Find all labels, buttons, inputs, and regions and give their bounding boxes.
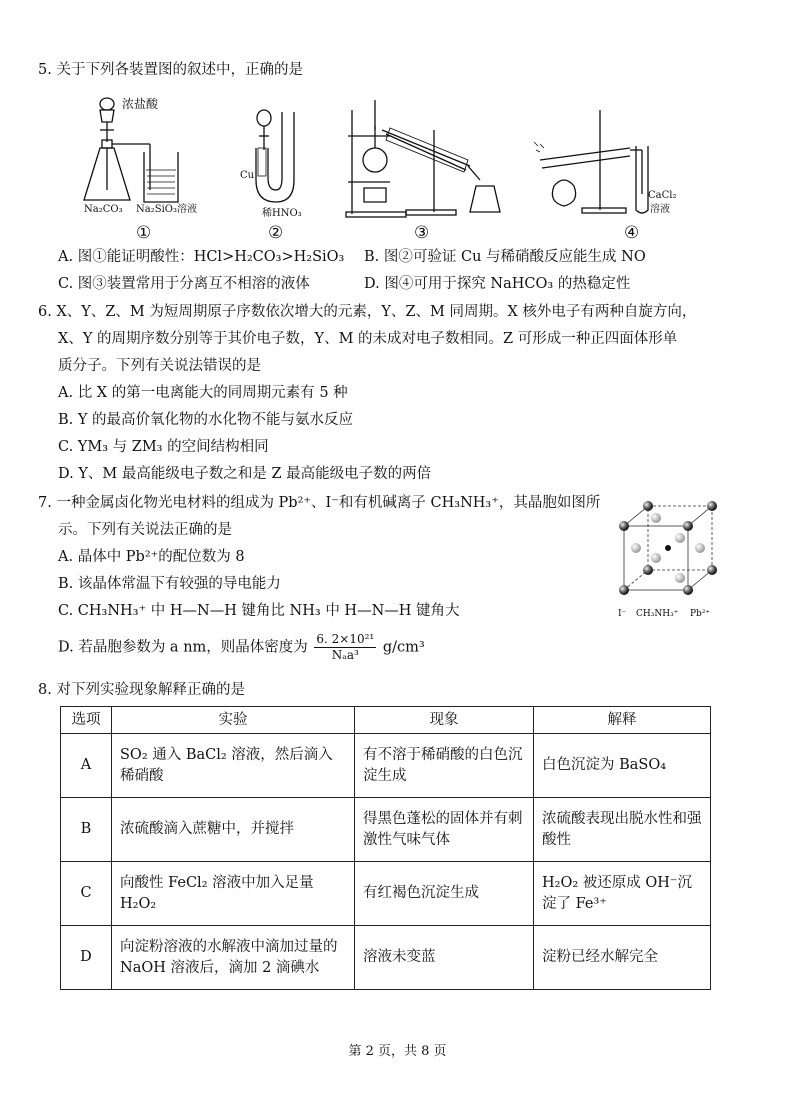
- label-cacl2: CaCl₂: [648, 190, 677, 201]
- density-denominator: Nₐa³: [331, 648, 359, 662]
- label-conc-hcl: 浓盐酸: [122, 97, 159, 111]
- q7-option-b: B. 该晶体常温下有较强的导电能力: [58, 576, 281, 592]
- table-header-row: [61, 707, 711, 734]
- table-row: [61, 798, 711, 862]
- row-experiment: 浓硫酸滴入蔗糖中，并搅拌: [112, 798, 355, 862]
- row-option: A: [61, 734, 112, 798]
- q7-stem-line1: 7. 一种金属卤化物光电材料的组成为 Pb²⁺、I⁻和有机碱离子 CH₃NH₃⁺，其晶胞如图所: [38, 495, 601, 511]
- figure-number-1: ①: [136, 223, 152, 243]
- row-phenomenon: 有红褐色沉淀生成: [355, 862, 534, 926]
- apparatus-drawings: [70, 90, 730, 245]
- density-numerator: 6. 2×10²¹: [316, 632, 375, 646]
- row-experiment: 向淀粉溶液的水解液中滴加过量的 NaOH 溶液后，滴加 2 滴碘水: [112, 926, 355, 990]
- row-experiment: SO₂ 通入 BaCl₂ 溶液，然后滴入稀硝酸: [112, 734, 355, 798]
- row-phenomenon: 有不溶于稀硝酸的白色沉淀生成: [355, 734, 534, 798]
- row-explanation: 淀粉已经水解完全: [534, 926, 711, 990]
- figure-number-3: ③: [414, 223, 430, 243]
- figure-number-4: ④: [624, 223, 640, 243]
- row-explanation: 白色沉淀为 BaSO₄: [534, 734, 711, 798]
- label-dilute-hno3: 稀HNO₃: [262, 208, 302, 219]
- row-phenomenon: 溶液未变蓝: [355, 926, 534, 990]
- legend-iodide: I⁻: [618, 609, 627, 619]
- legend-methylammonium: CH₃NH₃⁺: [636, 609, 679, 619]
- table-row: [61, 862, 711, 926]
- header-explanation: 解释: [534, 707, 711, 734]
- label-na2co3: Na₂CO₃: [84, 204, 123, 215]
- q8-table: [60, 706, 711, 990]
- q5-apparatus-figure: [70, 90, 730, 245]
- q7-option-d: [58, 632, 425, 663]
- q8-stem: 8. 对下列实验现象解释正确的是: [38, 682, 245, 698]
- q6-stem-line1: 6. X、Y、Z、M 为短周期原子序数依次增大的元素，Y、Z、M 同周期。X 核外电子有两种自旋方向，: [38, 304, 697, 320]
- page-footer: 第 2 页，共 8 页: [348, 1044, 447, 1059]
- row-phenomenon: 得黑色蓬松的固体并有刺激性气味气体: [355, 798, 534, 862]
- q5-option-a: A. 图①能证明酸性：HCl>H₂CO₃>H₂SiO₃: [58, 249, 345, 265]
- header-experiment: 实验: [112, 707, 355, 734]
- q7-option-d-prefix: D. 若晶胞参数为 a nm，则晶体密度为: [58, 639, 308, 656]
- table-row: [61, 734, 711, 798]
- label-solution: 溶液: [650, 204, 670, 215]
- row-option: B: [61, 798, 112, 862]
- q6-stem-line2: X、Y 的周期序数分别等于其价电子数，Y、M 的未成对电子数相同。Z 可形成一种正四面体形单: [58, 331, 678, 347]
- legend-lead: Pb²⁺: [690, 609, 711, 619]
- crystal-cell-figure: [614, 500, 724, 630]
- unit-cell-drawing: [614, 500, 724, 612]
- q6-option-c: C. YM₃ 与 ZM₃ 的空间结构相同: [58, 439, 269, 455]
- q7-option-a: A. 晶体中 Pb²⁺的配位数为 8: [58, 549, 245, 565]
- row-option: D: [61, 926, 112, 990]
- header-option: 选项: [61, 707, 112, 734]
- q6-stem-line3: 质分子。下列有关说法错误的是: [58, 358, 261, 374]
- q5-option-b: B. 图②可验证 Cu 与稀硝酸反应能生成 NO: [364, 249, 646, 265]
- q6-option-a: A. 比 X 的第一电离能大的同周期元素有 5 种: [58, 385, 348, 401]
- q5-stem: 5. 关于下列各装置图的叙述中，正确的是: [38, 62, 303, 78]
- q7-option-c: C. CH₃NH₃⁺ 中 H—N—H 键角比 NH₃ 中 H—N—H 键角大: [58, 603, 460, 619]
- row-explanation: H₂O₂ 被还原成 OH⁻沉淀了 Fe³⁺: [534, 862, 711, 926]
- figure-number-2: ②: [268, 223, 284, 243]
- row-option: C: [61, 862, 112, 926]
- q5-option-c: C. 图③装置常用于分离互不相溶的液体: [58, 276, 310, 292]
- q7-stem-line2: 示。下列有关说法正确的是: [58, 522, 232, 538]
- row-explanation: 浓硫酸表现出脱水性和强酸性: [534, 798, 711, 862]
- row-experiment: 向酸性 FeCl₂ 溶液中加入足量 H₂O₂: [112, 862, 355, 926]
- q6-option-d: D. Y、M 最高能级电子数之和是 Z 最高能级电子数的两倍: [58, 466, 432, 482]
- header-phenomenon: 现象: [355, 707, 534, 734]
- label-cu: Cu: [240, 170, 255, 181]
- q5-option-d: D. 图④可用于探究 NaHCO₃ 的热稳定性: [364, 276, 631, 292]
- label-na2sio3-solution: Na₂SiO₃溶液: [136, 204, 197, 215]
- density-unit: g/cm³: [382, 639, 425, 656]
- q6-option-b: B. Y 的最高价氧化物的水化物不能与氨水反应: [58, 412, 354, 428]
- density-fraction: [314, 632, 376, 663]
- table-row: [61, 926, 711, 990]
